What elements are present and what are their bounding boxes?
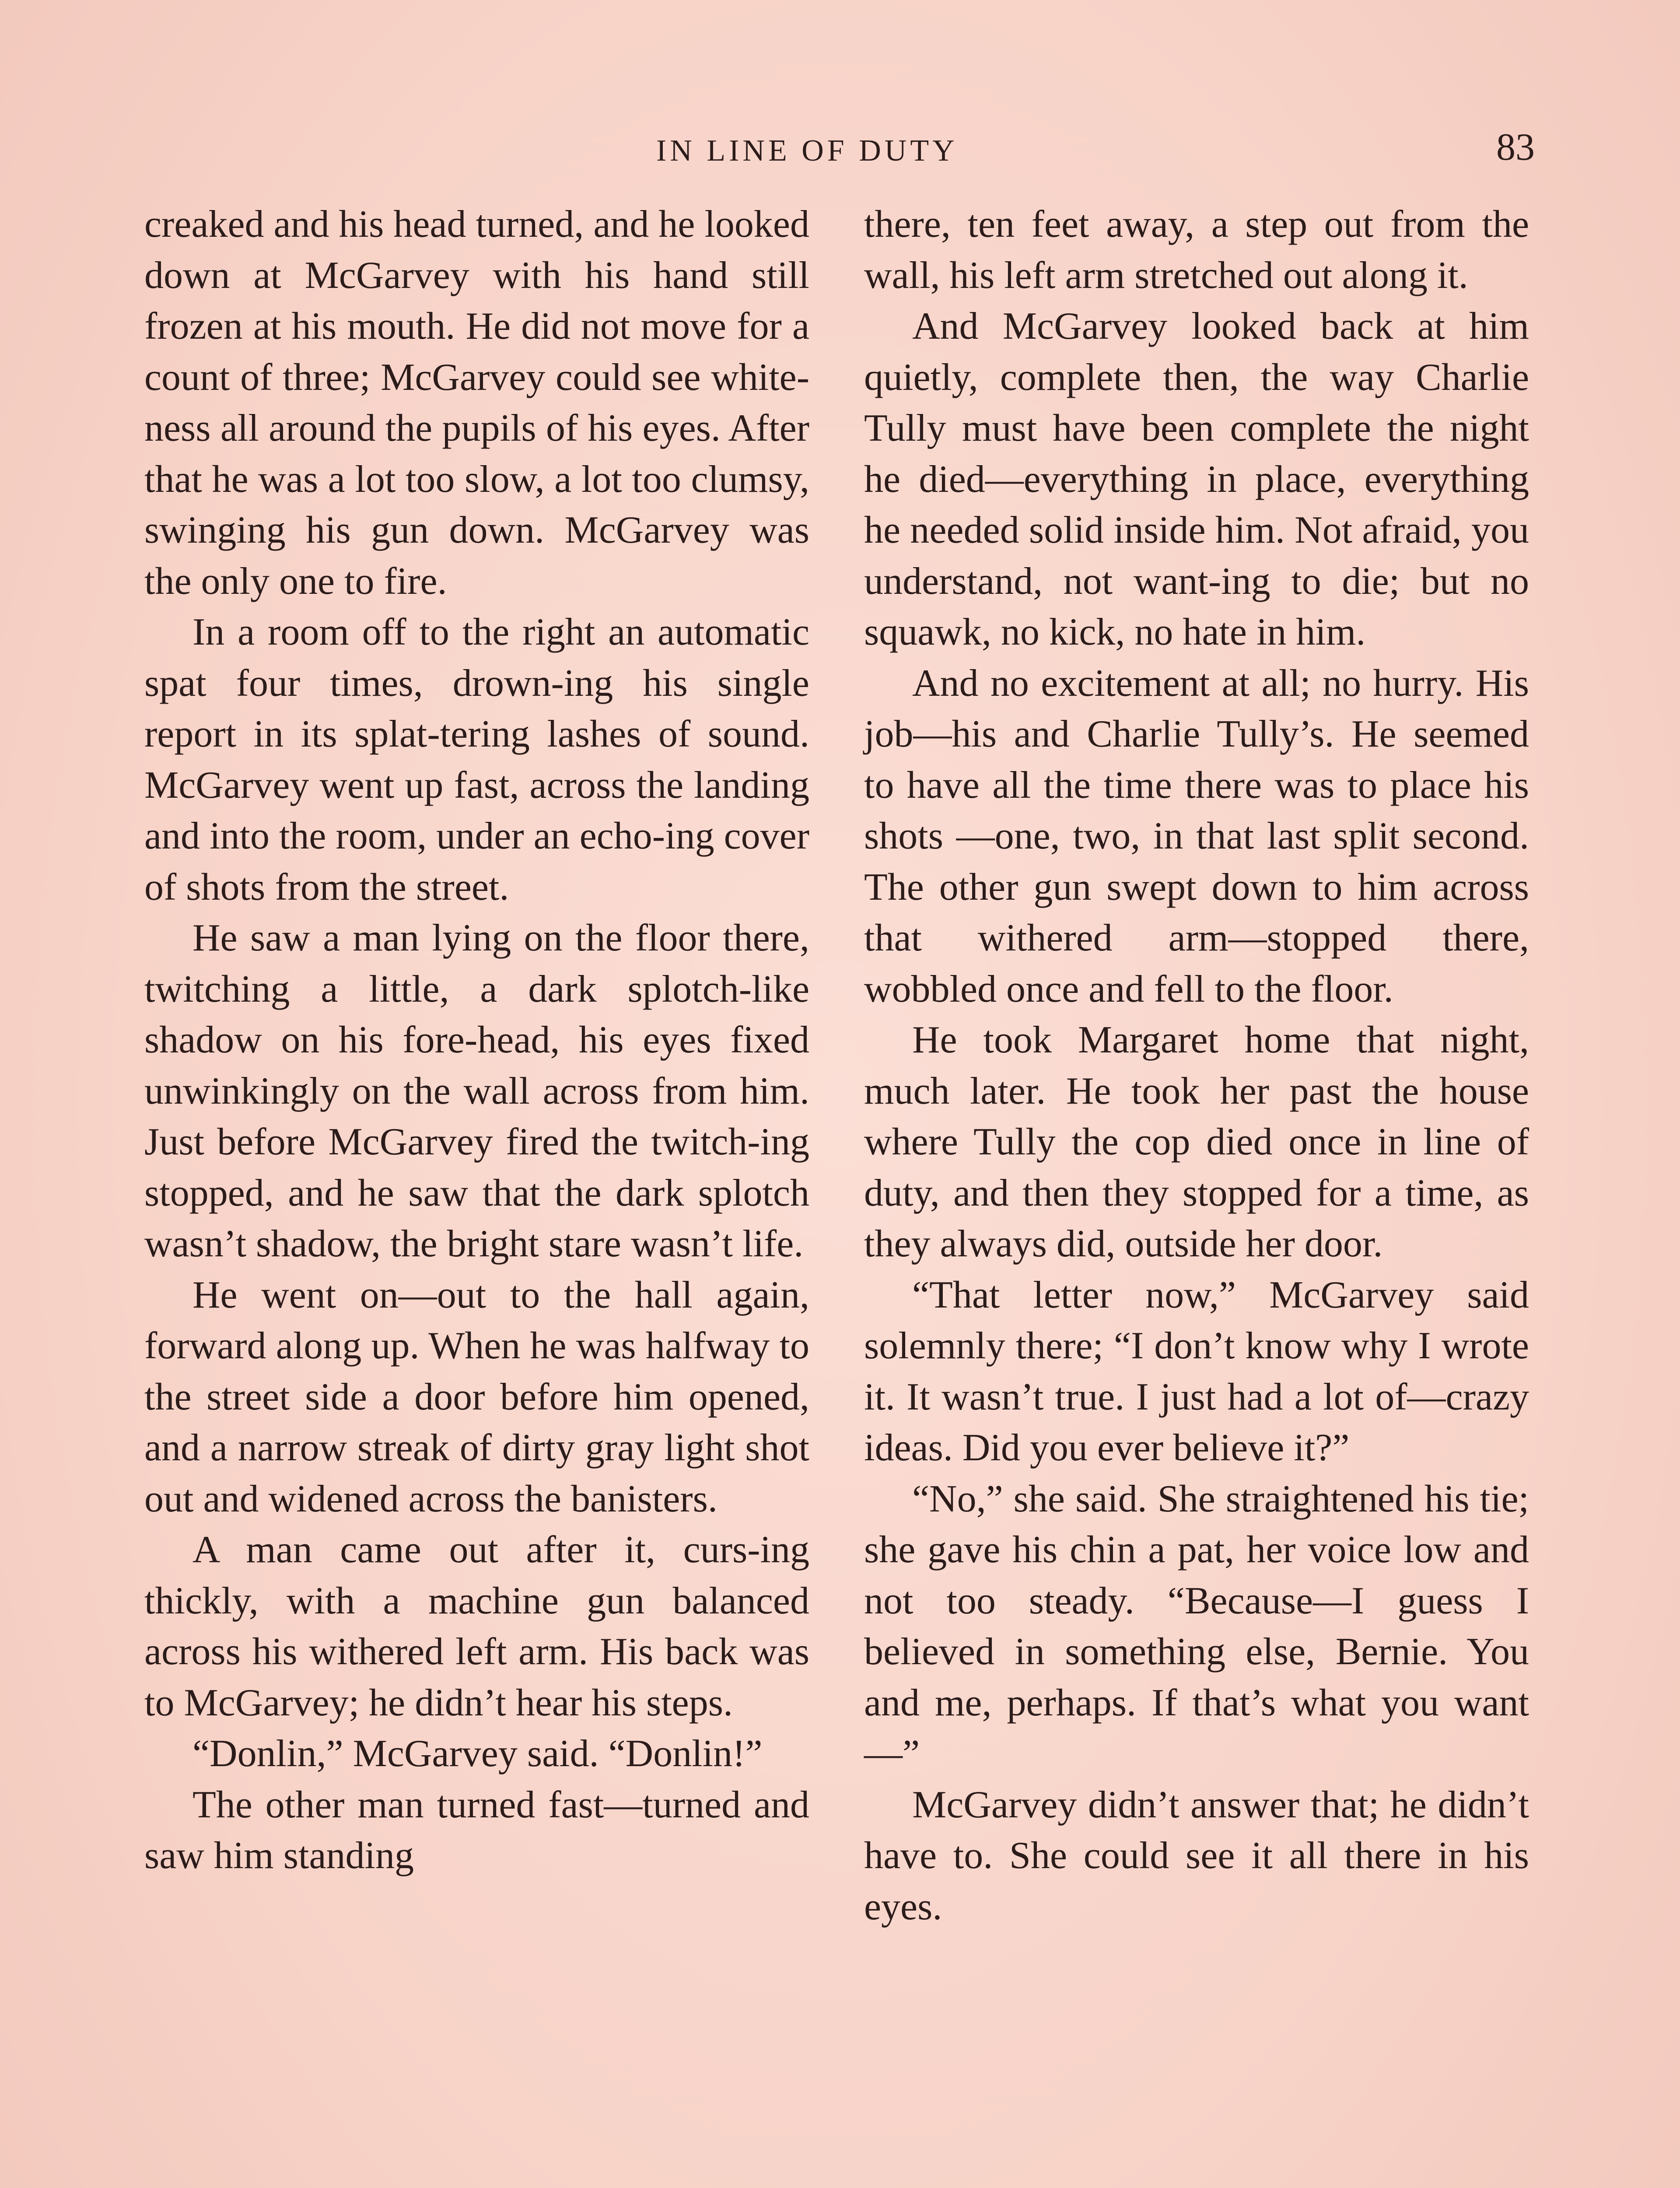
- paragraph: “Donlin,” McGarvey said. “Donlin!”: [192, 1732, 763, 1775]
- paragraph: He saw a man lying on the floor there, twitching a little, a dark splotch-like shadow on his fore-head, his eyes fixed unwinkingly on the wall across from him. Just before McGarvey fired the twitch-ing stopped, and he saw that the dark splotch wasn’t shadow, the bright stare wasn’t life.: [144, 917, 809, 1265]
- paragraph: there, ten feet away, a step out from the wall, his left arm stretched out along it.: [864, 203, 1529, 297]
- paragraph: “No,” she said. She straightened his tie; she gave his chin a pat, her voice low and not too steady. “Because—I guess I believed in something else, Bernie. You and me, perhaps. If that’s what you want—”: [864, 1477, 1529, 1775]
- paragraph: A man came out after it, curs-ing thickly, with a machine gun balanced across his withered left arm. His back was to McGarvey; he didn’t hear his steps.: [144, 1529, 809, 1724]
- paragraph: “That letter now,” McGarvey said solemnly there; “I don’t know why I wrote it. It wasn’t true. I just had a lot of—crazy ideas. Did you ever believe it?”: [864, 1273, 1529, 1469]
- left-column: [144, 199, 809, 1882]
- right-column: [864, 199, 1529, 1932]
- paragraph: And McGarvey looked back at him quietly, complete then, the way Charlie Tully must have been complete the night he died—everything in place, everything he needed solid inside him. Not afraid, you understand, not want-ing to die; but no squawk, no kick, no hate in him.: [864, 305, 1529, 653]
- paragraph: McGarvey didn’t answer that; he didn’t have to. She could see it all there in his eyes.: [864, 1783, 1529, 1928]
- paragraph: And no excitement at all; no hurry. His job—his and Charlie Tully’s. He seemed to have all the time there was to place his shots —one, two, in that last split second. The other gun swept down to him across that withered arm—stopped there, wobbled once and fell to the floor.: [864, 662, 1529, 1010]
- paragraph: creaked and his head turned, and he looked down at McGarvey with his hand still frozen at his mouth. He did not move for a count of three; McGarvey could see white-ness all around the pupils of his eyes. After that he was a lot too slow, a lot too clumsy, swinging his gun down. McGarvey was the only one to fire.: [144, 203, 809, 603]
- paragraph: He went on—out to the hall again, forward along up. When he was halfway to the street side a door before him opened, and a narrow streak of dirty gray light shot out and widened across the banisters.: [144, 1273, 809, 1520]
- paragraph: In a room off to the right an automatic spat four times, drown-ing his single report in its splat-tering lashes of sound. McGarvey went up fast, across the landing and into the room, under an echo-ing cover of shots from the street.: [144, 611, 809, 908]
- running-head: [0, 126, 1680, 171]
- paragraph: He took Margaret home that night, much later. He took her past the house where Tully the cop died once in line of duty, and then they stopped for a time, as they always did, outside her door.: [864, 1019, 1529, 1265]
- running-title: IN LINE OF DUTY: [656, 134, 958, 168]
- page-number: 83: [1496, 126, 1535, 168]
- paragraph: The other man turned fast—turned and saw him standing: [144, 1783, 809, 1877]
